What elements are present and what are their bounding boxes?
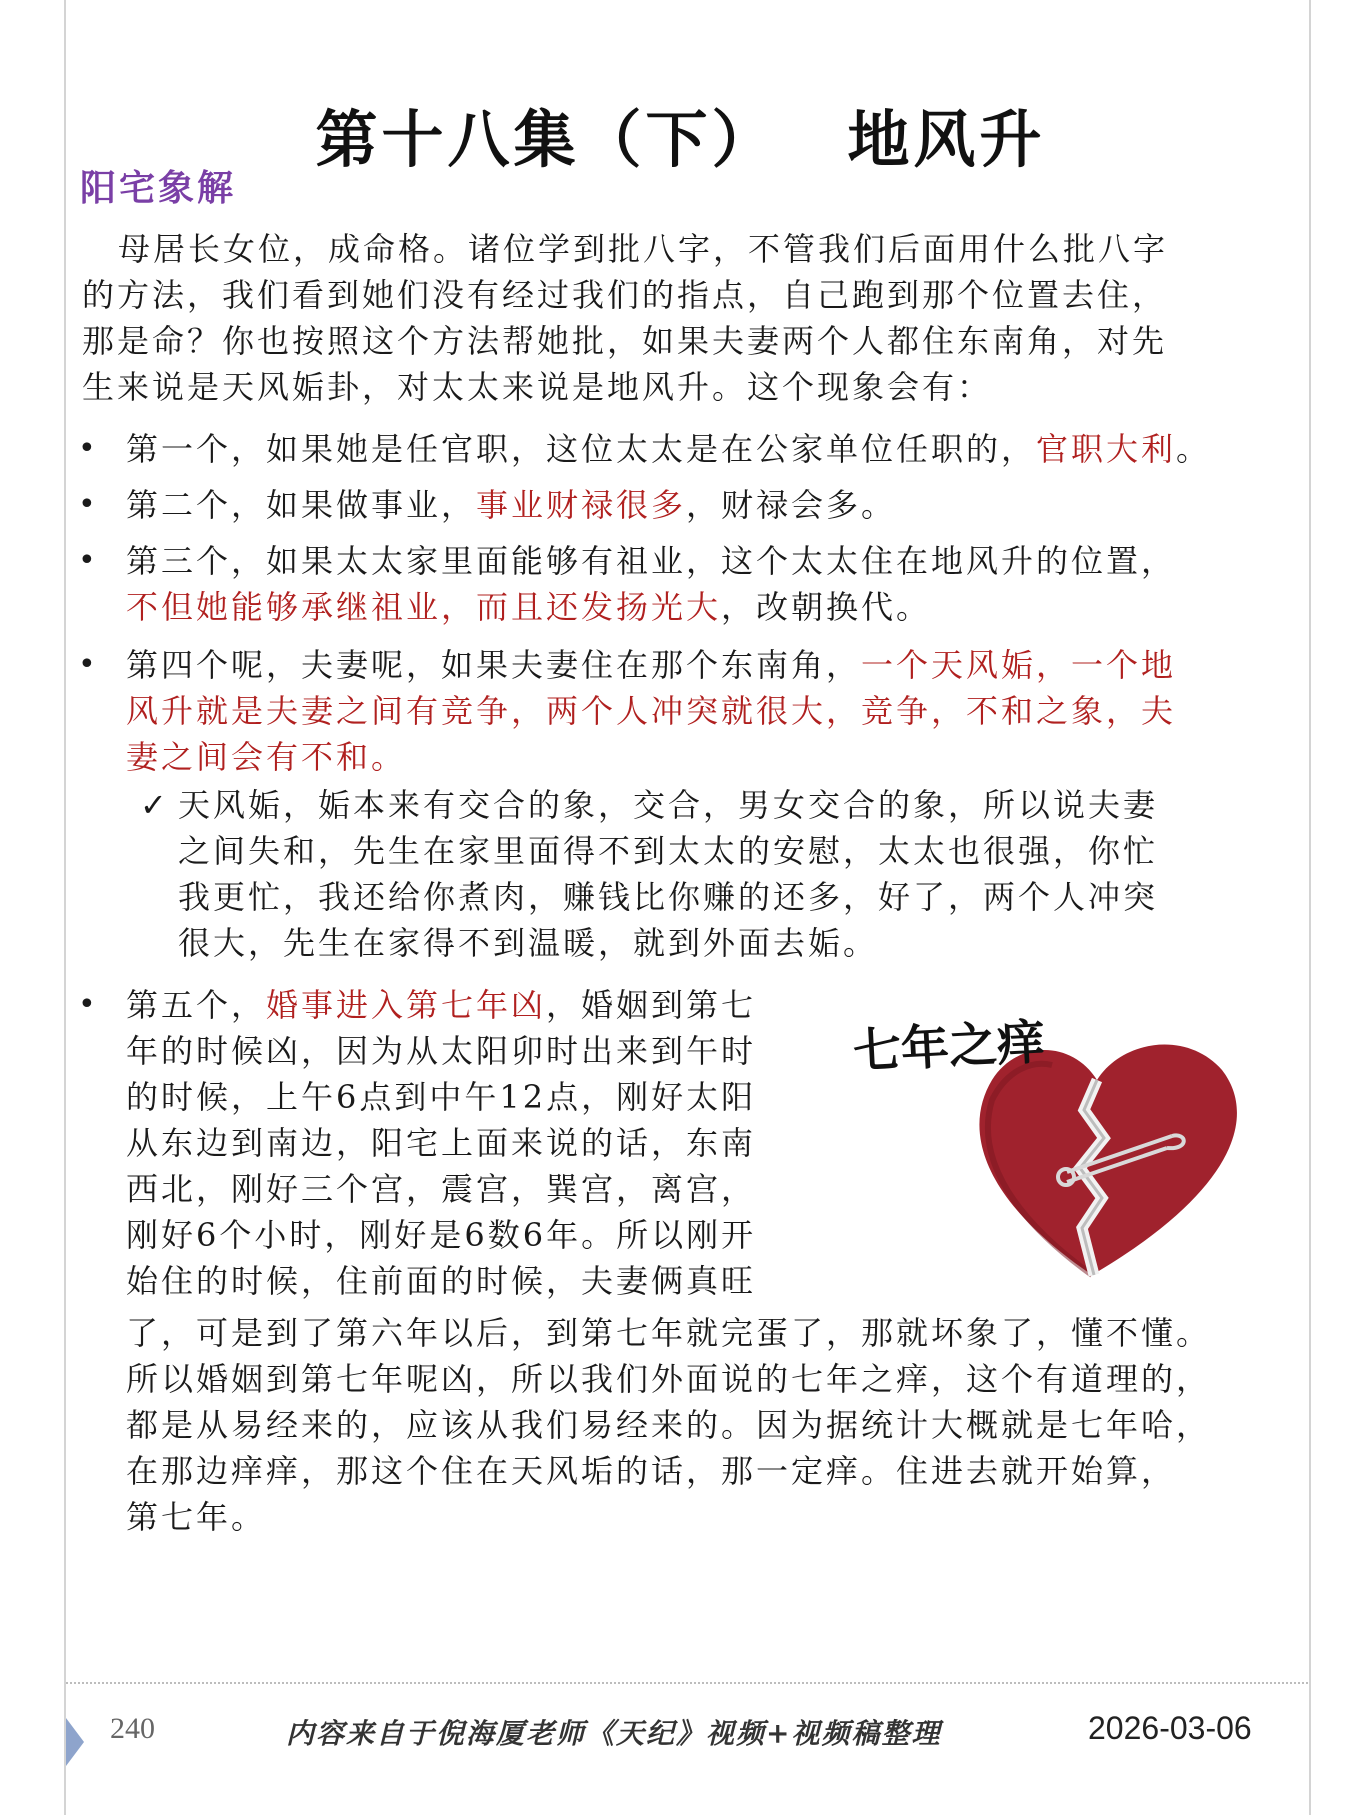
bullet-item-5-continued xyxy=(126,1310,1316,1540)
broken-heart-image xyxy=(842,1010,1292,1280)
broken-heart-icon xyxy=(842,1010,1292,1280)
bullet-item-3 xyxy=(126,538,1176,630)
bullet-text: 。 xyxy=(1176,430,1212,468)
bullet-line: 的时候，上午6点到中午12点，刚好太阳 xyxy=(126,1078,757,1116)
bullet-line: 所以婚姻到第七年呢凶，所以我们外面说的七年之痒，这个有道理的， xyxy=(126,1360,1212,1398)
bullet-text: ，婚姻到第七 xyxy=(546,986,757,1024)
bullet-line: 始住的时候，住前面的时候，夫妻俩真旺 xyxy=(126,1262,757,1300)
highlight-text: 婚事进入第七年凶 xyxy=(266,986,547,1024)
intro-line: 那是命？你也按照这个方法帮她批，如果夫妻两个人都住东南角，对先 xyxy=(82,322,1168,360)
subitem-line: 之间失和，先生在家里面得不到太太的安慰，太太也很强，你忙 xyxy=(178,832,1159,870)
bullet-text: 第三个，如果太太家里面能够有祖业，这个太太住在地风升的位置， xyxy=(126,542,1177,580)
highlight-text: 一个天风姤，一个地 xyxy=(861,646,1177,684)
subitem-line: 我更忙，我还给你煮肉，赚钱比你赚的还多，好了，两个人冲突 xyxy=(178,878,1159,916)
section-heading: 阳宅象解 xyxy=(80,167,237,209)
bullet-line: 都是从易经来的，应该从我们易经来的。因为据统计大概就是七年哈， xyxy=(126,1406,1212,1444)
bullet-item-2 xyxy=(126,482,896,528)
image-caption: 七年之痒 xyxy=(851,1014,1047,1080)
bullet-text: 第四个呢，夫妻呢，如果夫妻住在那个东南角， xyxy=(126,646,862,684)
bullet-line: 西北，刚好三个宫，震宫，巽宫，离宫， xyxy=(126,1170,757,1208)
bullet-line: 从东边到南边，阳宅上面来说的话，东南 xyxy=(126,1124,757,1162)
bullet-text: ，改朝换代。 xyxy=(721,588,932,626)
intro-line: 生来说是天风姤卦，对太太来说是地风升。这个现象会有： xyxy=(82,368,993,406)
bullet-text: 第一个，如果她是任官职，这位太太是在公家单位任职的， xyxy=(126,430,1037,468)
subitem-line: 天风姤，姤本来有交合的象，交合，男女交合的象，所以说夫妻 xyxy=(178,786,1159,824)
footer-date: 2026-03-06 xyxy=(1088,1710,1252,1746)
bullet-text: ，财禄会多。 xyxy=(686,486,897,524)
page-number: 240 xyxy=(110,1712,155,1745)
bullet-line: 年的时候凶，因为从太阳卯时出来到午时 xyxy=(126,1032,757,1070)
footer-divider xyxy=(66,1682,1308,1684)
intro-line: 母居长女位，成命格。诸位学到批八字，不管我们后面用什么批八字 xyxy=(118,230,1169,268)
checkmark-icon: ✓ xyxy=(140,786,170,824)
bullet-text: 第二个，如果做事业， xyxy=(126,486,477,524)
bullet-dot: • xyxy=(78,543,96,578)
highlight-text: 事业财禄很多 xyxy=(476,486,687,524)
bullet-text: 第五个， xyxy=(126,986,267,1024)
intro-paragraph xyxy=(82,226,1282,410)
bullet-dot: • xyxy=(78,431,96,466)
bullet-dot: • xyxy=(78,647,96,682)
bullet-dot: • xyxy=(78,487,96,522)
bullet-line: 在那边痒痒，那这个住在天风垢的话，那一定痒。住进去就开始算， xyxy=(126,1452,1177,1490)
bullet-line: 了，可是到了第六年以后，到第七年就完蛋了，那就坏象了，懂不懂。 xyxy=(126,1314,1212,1352)
title-hexagram: 地风升 xyxy=(847,103,1046,176)
subitem-line: 很大，先生在家得不到温暖，就到外面去姤。 xyxy=(178,924,879,962)
page-arrow-icon xyxy=(66,1718,84,1766)
page-border-right xyxy=(1309,0,1311,1815)
bullet-dot: • xyxy=(78,987,96,1022)
title-episode: 第十八集（下） xyxy=(315,103,778,176)
bullet-item-1 xyxy=(126,426,1211,472)
page-border-left xyxy=(64,0,66,1815)
bullet-line: 刚好6个小时，刚好是6数6年。所以刚开 xyxy=(126,1216,757,1254)
footer-source: 内容来自于倪海厦老师《天纪》视频+视频稿整理 xyxy=(286,1717,942,1750)
intro-line: 的方法，我们看到她们没有经过我们的指点，自己跑到那个位置去住， xyxy=(82,276,1168,314)
highlight-text: 风升就是夫妻之间有竞争，两个人冲突就很大，竞争，不和之象，夫 xyxy=(126,692,1177,730)
bullet-line: 第七年。 xyxy=(126,1498,267,1536)
highlight-text: 不但她能够承继祖业，而且还发扬光大 xyxy=(126,588,722,626)
bullet-item-5 xyxy=(126,982,816,1304)
highlight-text: 妻之间会有不和。 xyxy=(126,738,407,776)
bullet-item-4 xyxy=(126,642,1176,780)
check-subitem xyxy=(140,782,1270,966)
highlight-text: 官职大利 xyxy=(1036,430,1177,468)
